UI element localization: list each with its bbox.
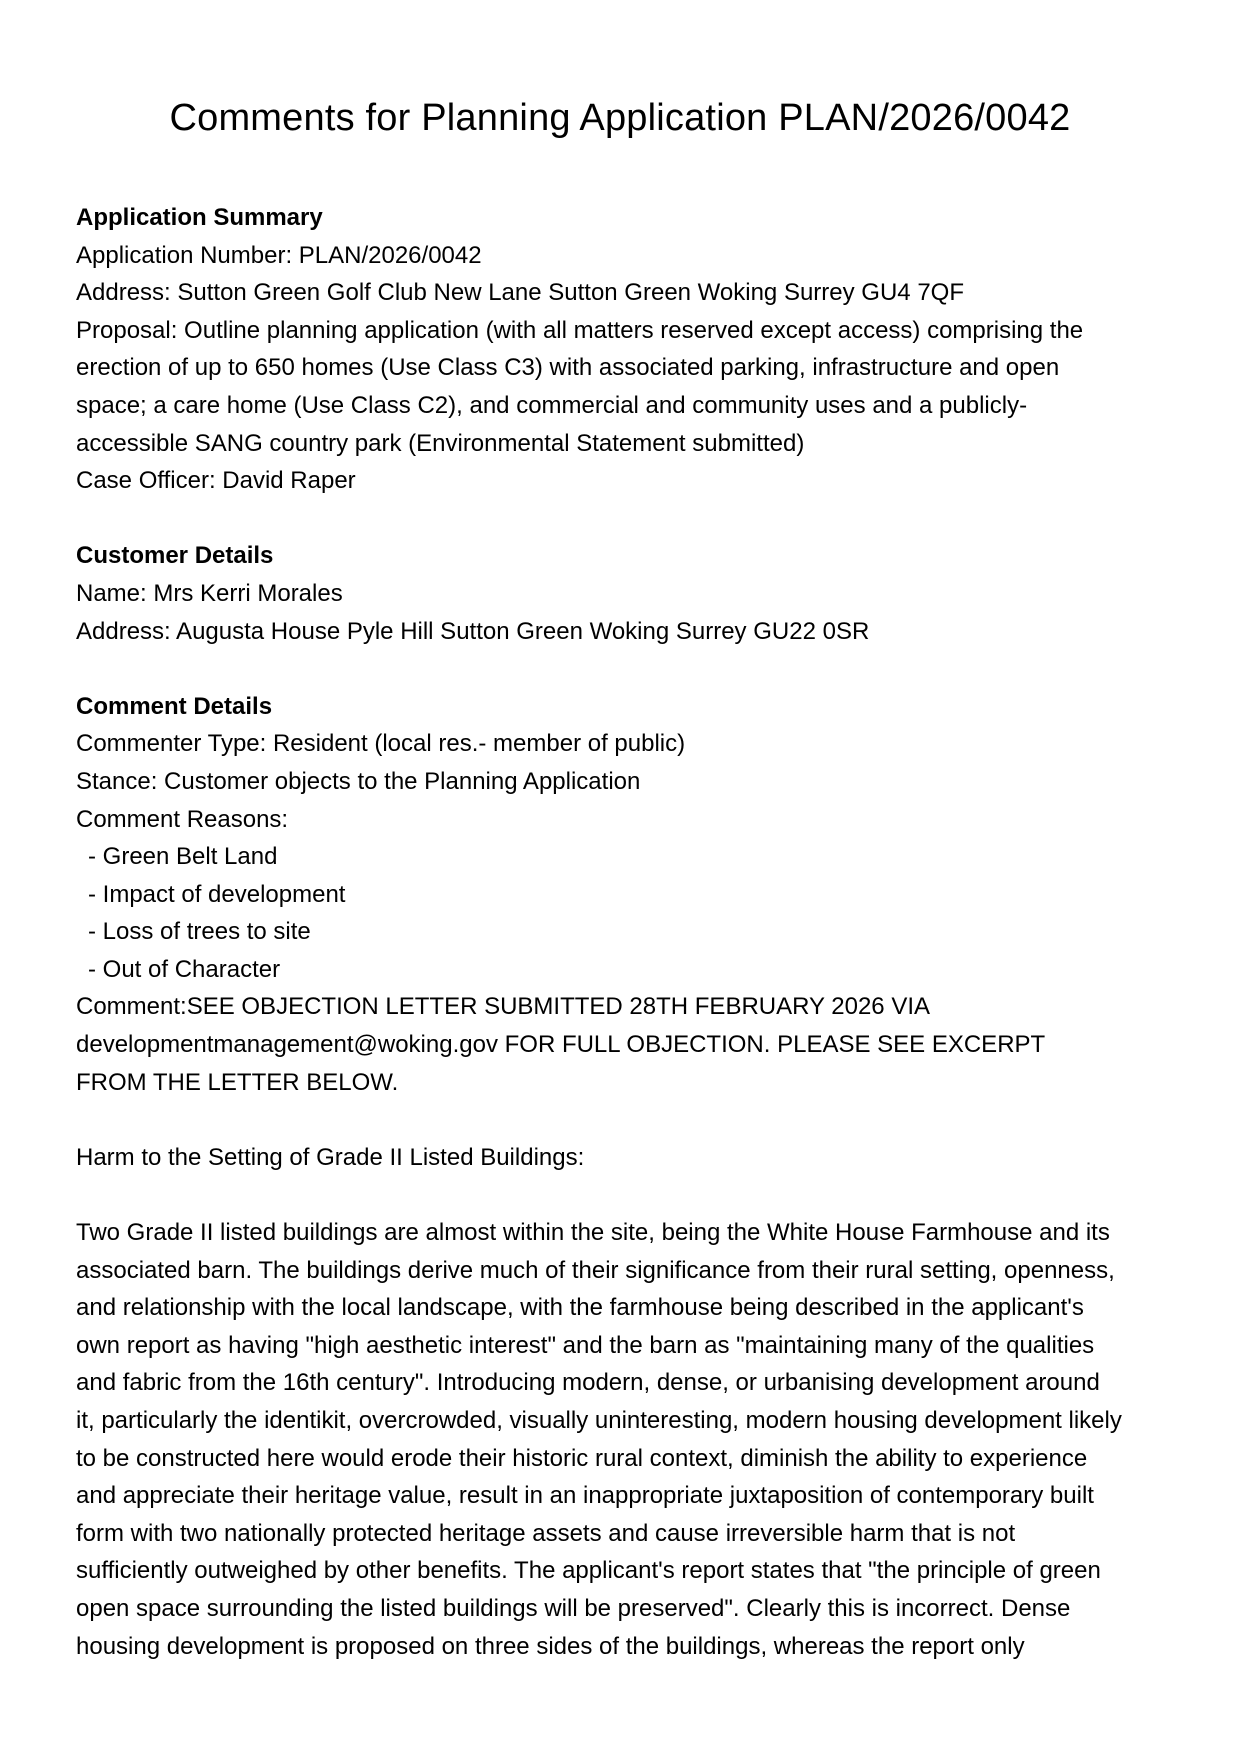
comment-body-line: form with two nationally protected heritage assets and cause irreversible harm that is not xyxy=(76,1519,1016,1547)
customer-details-heading: Customer Details xyxy=(76,542,274,570)
comment-reason-item: - Loss of trees to site xyxy=(88,918,311,946)
stance: Stance: Customer objects to the Planning Application xyxy=(76,767,641,795)
application-summary-section xyxy=(76,199,1176,500)
comment-reasons-label: Comment Reasons: xyxy=(76,805,289,833)
comment-body-line: Two Grade II listed buildings are almost within the site, being the White House Farmhouse and its xyxy=(76,1219,1110,1247)
comment-details-section xyxy=(76,688,1176,1665)
comment-body-line: sufficiently outweighed by other benefits. The applicant's report states that "the principle of green xyxy=(76,1557,1101,1585)
proposal-line: erection of up to 650 homes (Use Class C3) with associated parking, infrastructure and open xyxy=(76,354,1060,382)
comment-body-line: associated barn. The buildings derive much of their significance from their rural setting, openness, xyxy=(76,1256,1115,1284)
section-spacer xyxy=(76,650,1176,688)
comment-body-line: own report as having "high aesthetic interest" and the barn as "maintaining many of the qualities xyxy=(76,1331,1095,1359)
application-summary-heading: Application Summary xyxy=(76,204,323,231)
comment-line: Comment:SEE OBJECTION LETTER SUBMITTED 28TH FEBRUARY 2026 VIA xyxy=(76,993,931,1021)
document-content xyxy=(76,199,1176,1665)
comment-body-line: and relationship with the local landscape, with the farmhouse being described in the applicant's xyxy=(76,1294,1084,1322)
comment-details-heading: Comment Details xyxy=(76,692,273,720)
section-spacer xyxy=(76,500,1176,538)
customer-address: Address: Augusta House Pyle Hill Sutton Green Woking Surrey GU22 0SR xyxy=(76,617,870,645)
comment-reason-item: - Impact of development xyxy=(88,880,346,908)
paragraph-spacer xyxy=(76,1176,1176,1214)
comment-body-line: housing development is proposed on three sides of the buildings, whereas the report only xyxy=(76,1632,1025,1660)
comment-subheading: Harm to the Setting of Grade II Listed Buildings: xyxy=(76,1143,585,1171)
proposal-line: space; a care home (Use Class C2), and commercial and community uses and a publicly- xyxy=(76,391,1028,419)
page-title: Comments for Planning Application PLAN/2026/0042 xyxy=(169,97,1071,139)
comment-body-line: open space surrounding the listed buildings will be preserved". Clearly this is incorrect. Dense xyxy=(76,1594,1071,1622)
application-number: Application Number: PLAN/2026/0042 xyxy=(76,241,482,269)
comment-body-line: and appreciate their heritage value, result in an inappropriate juxtaposition of contemporary built xyxy=(76,1482,1094,1510)
proposal-line: Proposal: Outline planning application (with all matters reserved except access) comprising the xyxy=(76,316,1084,344)
comment-body-line: and fabric from the 16th century". Introducing modern, dense, or urbanising development around xyxy=(76,1369,1100,1397)
paragraph-spacer xyxy=(76,1101,1176,1139)
application-address: Address: Sutton Green Golf Club New Lane Sutton Green Woking Surrey GU4 7QF xyxy=(76,279,964,307)
comment-line: FROM THE LETTER BELOW. xyxy=(76,1068,399,1096)
proposal-line: accessible SANG country park (Environmental Statement submitted) xyxy=(76,429,805,457)
comment-line: developmentmanagement@woking.gov FOR FULL OBJECTION. PLEASE SEE EXCERPT xyxy=(76,1031,1046,1059)
comment-body xyxy=(76,1214,1176,1665)
comment-body-line: it, particularly the identikit, overcrowded, visually uninteresting, modern housing development likely xyxy=(76,1407,1122,1434)
case-officer: Case Officer: David Raper xyxy=(76,467,356,495)
commenter-type: Commenter Type: Resident (local res.- member of public) xyxy=(76,730,686,758)
customer-details-section xyxy=(76,537,1176,650)
comment-reason-item: - Out of Character xyxy=(88,955,281,983)
comment-reason-item: - Green Belt Land xyxy=(88,843,278,871)
customer-name: Name: Mrs Kerri Morales xyxy=(76,579,343,607)
comment-body-line: to be constructed here would erode their historic rural context, diminish the ability to experience xyxy=(76,1444,1088,1472)
